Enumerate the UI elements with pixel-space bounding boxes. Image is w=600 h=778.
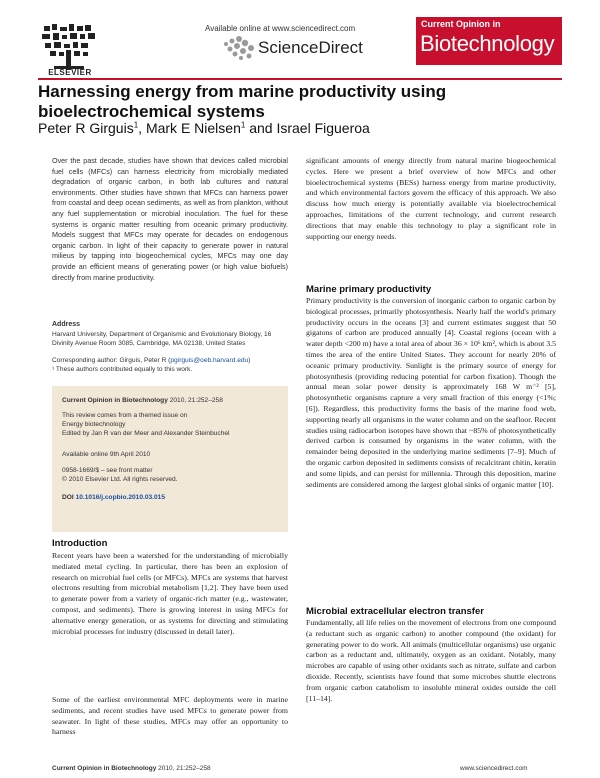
author-list: [38, 120, 558, 136]
journal-banner: [416, 17, 562, 65]
journal-banner-small: Current Opinion in: [421, 19, 501, 29]
section-heading-marine-productivity: Marine primary productivity: [306, 284, 432, 295]
corresponding-label: Corresponding author: Girguis, Peter R (: [52, 357, 171, 364]
online-date: Available online 9th April 2010: [62, 451, 151, 458]
intro-paragraph-1: Recent years have been a watershed for the understanding of microbially mediated metal cycling. In particular, there has been an explosion of research on microbial fuel cells (or MFCs). MFCs are systems that harvest electrons resulting from microbial metabolism [1,2]. They have been used to generate power from a variety of organic-rich matter (e.g., wastewater, compost, and sediments). There is growing interest in using MFCs for alternative energy generation, or as systems for directing and stimulating microbial processes for industry (discussed in detail later).: [52, 551, 288, 636]
journal-banner-big: Biotechnology: [420, 31, 555, 56]
available-online-text: Available online at www.sciencedirect.com: [205, 24, 356, 33]
footer-ref: 2010, 21:252–258: [156, 765, 211, 772]
author-name: Israel Figueroa: [276, 120, 370, 136]
doi-label: DOI: [62, 494, 76, 501]
corresponding-author: [52, 356, 288, 374]
article-info-box: [52, 386, 288, 532]
journal-citation-name: Current Opinion in Biotechnology: [62, 397, 168, 404]
intro-continued-paragraph: significant amounts of energy directly from natural marine biogeochemical cycles. Here we present a brief overview of how MFCs and other bioelectrochemical systems (BESs) harness energy from marine productivity, and which environmental factors govern the efficacy of this approach. We also discuss how much energy is potentially available via bioelectrochemical approaches, limitations of the current technology, and current research directions that may enable this technology to play a significant role in supporting our energy needs.: [306, 156, 556, 241]
issn-line: 0958-1669/$ – see front matter: [62, 467, 153, 474]
address-text: Harvard University, Department of Organismic and Evolutionary Biology, 16 Divinity Avenue Room 3085, Cambridge, MA 02138, United States: [52, 331, 272, 347]
footer-journal: Current Opinion in Biotechnology: [52, 765, 157, 772]
footer-citation: [52, 765, 211, 772]
journal-citation: [62, 396, 282, 405]
marine-productivity-paragraph: Primary productivity is the conversion of inorganic carbon to organic carbon by biological processes, primarily photosynthesis. Nearly half the world's primary productivity occurs in the oceans [3] and current estimates suggest that 50 gigatons of carbon are produced annually [4]. Coastal regions (ocean with a water depth <200 m) have a total area of about 36 × 10⁶ km², which is about 3.5 times the area of the entire United States. They account for nearly 20% of oceanic primary productivity. Sunlight is the primary source of energy for photosynthesis (providing reducing potential for carbon fixation). Though the annual mean solar power density is approximately 168 W m⁻² [5], photosynthetic organisms capture a very small fraction of this energy (<1%; [6]). Regardless, this productivity forms the basis of the marine food web, supporting nearly all organisms in the water column and on the seafloor. Recent studies using radiocarbon isotopes have shown that ~85% of photosynthetically derived carbon is consumed by organisms in the water column, with the remainder being deposited in the underlying marine sediments [7–9]. Much of the organic carbon deposited in sediments consists of recalcitrant chitin, keratin and some lipids, and can persist for millennia. Through this deposition, marine sediments are considered among the largest global sinks of organic matter [10].: [306, 296, 556, 489]
section-heading-electron-transfer: Microbial extracellular electron transfer: [306, 606, 484, 617]
abstract: Over the past decade, studies have shown that devices called microbial fuel cells (MFCs) can harness electricity from microbially mediated degradation of organic carbon, in both lab cultures and natural environments. Other studies have shown that MFCs can harness power from coastal and deep ocean sediments, as well as from plankton, without any fuel supplementation or microbial inoculation. The fuel for these systems is organic matter resulting from oceanic primary productivity. Models suggest that MFCs may operate for decades on endogenous organic carbon. In light of their capacity to generate power in natural milieus by tapping into biogeochemical cycles, MFCs may one day provide an efficient means of generating power (or high value biofuels) directly from marine productivity.: [52, 156, 288, 282]
author-separator: and: [245, 120, 277, 136]
header-divider: [38, 78, 562, 80]
themed-issue: [62, 411, 282, 438]
address-heading: Address: [52, 321, 81, 328]
author-affiliation-mark: 1: [240, 120, 246, 130]
intro-paragraph-2: Some of the earliest environmental MFC deployments were in marine sediments, and recent studies have used MFCs to generate power from seawater. In light of these studies, MFCs may offer an opportunity to harness: [52, 695, 288, 737]
doi-line: [62, 493, 282, 502]
themed-issue-intro: This review comes from a themed issue on: [62, 412, 188, 419]
author-affiliation-mark: 1: [133, 120, 139, 130]
equal-contribution-note: ¹ These authors contributed equally to this work.: [52, 366, 193, 373]
footer-url[interactable]: www.sciencedirect.com: [460, 765, 528, 772]
corresponding-close: ): [248, 357, 251, 364]
electron-transfer-paragraph: Fundamentally, all life relies on the movement of electrons from one compound (a reductant such as organic carbon) to another compound (the oxidant) for generating power to do work. All animals (multicellular organisms) use organic carbon as a reductant and, ultimately, oxygen as an oxidant. Notably, many microbes are capable of using other oxidants such as nitrate, sulfate and carbon dioxide. Recently, scientists have found that some microbes shuttle electrons from organic carbon catabolism to insoluble mineral oxides outside the cell [11–14].: [306, 618, 556, 703]
journal-citation-ref: 2010, 21:252–258: [167, 397, 223, 404]
themed-issue-topic: Energy biotechnology: [62, 421, 126, 428]
doi-link[interactable]: 10.1016/j.copbio.2010.03.015: [75, 494, 166, 501]
article-title: Harnessing energy from marine productivity using bioelectrochemical systems: [38, 82, 447, 121]
section-heading-introduction: Introduction: [52, 538, 108, 549]
themed-issue-editors: Edited by Jan R van der Meer and Alexander Steinbuchel: [62, 430, 230, 437]
sciencedirect-name: ScienceDirect: [258, 38, 363, 57]
author-separator: ,: [138, 120, 146, 136]
copyright-block: [62, 466, 282, 484]
author-email-link[interactable]: pgirguis@oeb.harvard.edu: [170, 357, 249, 364]
author-name: Peter R Girguis: [38, 120, 134, 136]
publisher-name: ELSEVIER: [48, 68, 92, 77]
author-name: Mark E Nielsen: [145, 120, 241, 136]
copyright-line: © 2010 Elsevier Ltd. All rights reserved.: [62, 476, 178, 483]
